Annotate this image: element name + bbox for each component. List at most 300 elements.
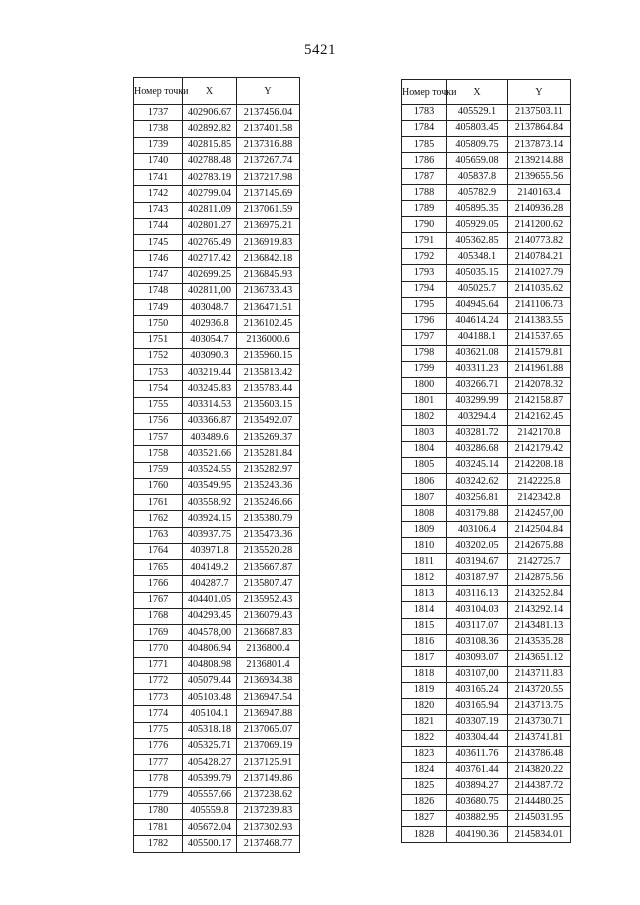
cell-point-number: 1815	[402, 618, 447, 634]
table-row	[402, 345, 571, 361]
cell-point-number: 1738	[134, 121, 183, 137]
table-row	[402, 762, 571, 778]
table-row	[402, 746, 571, 762]
table-row	[134, 446, 300, 462]
cell-point-number: 1814	[402, 602, 447, 618]
cell-y: 2142208.18	[508, 458, 571, 474]
header-x: X	[447, 80, 508, 105]
cell-point-number: 1743	[134, 202, 183, 218]
coordinates-table-left	[133, 77, 300, 853]
cell-point-number: 1769	[134, 625, 183, 641]
cell-x: 403245.14	[447, 458, 508, 474]
cell-x: 403202.05	[447, 538, 508, 554]
cell-point-number: 1758	[134, 446, 183, 462]
cell-x: 405362.85	[447, 233, 508, 249]
table-row	[134, 202, 300, 218]
cell-x: 403299.99	[447, 393, 508, 409]
cell-y: 2143713.75	[508, 698, 571, 714]
table-row	[402, 377, 571, 393]
cell-x: 405557.66	[183, 787, 237, 803]
cell-x: 403882.95	[447, 811, 508, 827]
cell-point-number: 1744	[134, 218, 183, 234]
cell-x: 404614.24	[447, 313, 508, 329]
cell-x: 403294.4	[447, 409, 508, 425]
cell-x: 403314.53	[183, 397, 237, 413]
cell-y: 2135952.43	[237, 592, 300, 608]
cell-x: 403256.81	[447, 490, 508, 506]
cell-y: 2137145.69	[237, 186, 300, 202]
table-row	[134, 706, 300, 722]
cell-point-number: 1742	[134, 186, 183, 202]
cell-point-number: 1756	[134, 413, 183, 429]
cell-point-number: 1775	[134, 722, 183, 738]
cell-x: 404945.64	[447, 297, 508, 313]
cell-point-number: 1765	[134, 560, 183, 576]
table-row	[134, 722, 300, 738]
table-row	[402, 458, 571, 474]
cell-point-number: 1811	[402, 554, 447, 570]
table-row	[134, 218, 300, 234]
cell-point-number: 1823	[402, 746, 447, 762]
cell-x: 403611.76	[447, 746, 508, 762]
cell-y: 2142078.32	[508, 377, 571, 393]
table-row	[402, 811, 571, 827]
cell-point-number: 1812	[402, 570, 447, 586]
table-row	[402, 698, 571, 714]
cell-point-number: 1754	[134, 381, 183, 397]
cell-x: 405559.8	[183, 803, 237, 819]
table-row	[134, 738, 300, 754]
cell-x: 403366.87	[183, 413, 237, 429]
table-row	[134, 608, 300, 624]
cell-point-number: 1784	[402, 121, 447, 137]
cell-point-number: 1779	[134, 787, 183, 803]
cell-y: 2139214.88	[508, 153, 571, 169]
cell-y: 2145031.95	[508, 811, 571, 827]
cell-x: 405079.44	[183, 673, 237, 689]
cell-y: 2136000.6	[237, 332, 300, 348]
table-row	[134, 755, 300, 771]
cell-x: 403107,00	[447, 666, 508, 682]
cell-y: 2142158.87	[508, 393, 571, 409]
cell-x: 403521.66	[183, 446, 237, 462]
cell-x: 404578,00	[183, 625, 237, 641]
cell-x: 403104.03	[447, 602, 508, 618]
table-row	[134, 121, 300, 137]
table-row	[134, 300, 300, 316]
cell-y: 2141106.73	[508, 297, 571, 313]
cell-y: 2137401.58	[237, 121, 300, 137]
cell-y: 2135813.42	[237, 365, 300, 381]
cell-point-number: 1740	[134, 153, 183, 169]
cell-x: 404287.7	[183, 576, 237, 592]
cell-point-number: 1800	[402, 377, 447, 393]
cell-x: 403179.88	[447, 506, 508, 522]
cell-x: 405348.1	[447, 249, 508, 265]
cell-y: 2135269.37	[237, 430, 300, 446]
cell-x: 405025.7	[447, 281, 508, 297]
cell-point-number: 1751	[134, 332, 183, 348]
cell-x: 403219.44	[183, 365, 237, 381]
cell-point-number: 1824	[402, 762, 447, 778]
cell-point-number: 1737	[134, 105, 183, 121]
table-row	[402, 554, 571, 570]
cell-point-number: 1757	[134, 430, 183, 446]
cell-x: 405672.04	[183, 820, 237, 836]
cell-x: 402699.25	[183, 267, 237, 283]
cell-y: 2141537.65	[508, 329, 571, 345]
cell-y: 2142875.56	[508, 570, 571, 586]
cell-x: 403054.7	[183, 332, 237, 348]
cell-point-number: 1820	[402, 698, 447, 714]
cell-point-number: 1808	[402, 506, 447, 522]
table-row	[134, 137, 300, 153]
cell-y: 2142342.8	[508, 490, 571, 506]
cell-x: 403761.44	[447, 762, 508, 778]
table-row	[402, 281, 571, 297]
cell-y: 2137873.14	[508, 137, 571, 153]
cell-point-number: 1803	[402, 425, 447, 441]
cell-x: 405837.8	[447, 169, 508, 185]
table-row	[134, 170, 300, 186]
table-row	[134, 413, 300, 429]
table-row	[134, 673, 300, 689]
table-row	[402, 778, 571, 794]
cell-x: 402765.49	[183, 235, 237, 251]
table-row	[134, 235, 300, 251]
cell-x: 402717.42	[183, 251, 237, 267]
cell-y: 2141200.62	[508, 217, 571, 233]
cell-y: 2137238.62	[237, 787, 300, 803]
cell-x: 405803.45	[447, 121, 508, 137]
table-row	[402, 425, 571, 441]
cell-point-number: 1755	[134, 397, 183, 413]
cell-y: 2140784.21	[508, 249, 571, 265]
cell-y: 2137316.88	[237, 137, 300, 153]
cell-x: 403093.07	[447, 650, 508, 666]
cell-point-number: 1766	[134, 576, 183, 592]
table-row	[402, 409, 571, 425]
cell-x: 402811.09	[183, 202, 237, 218]
table-row	[402, 795, 571, 811]
table-row	[402, 441, 571, 457]
table-row	[134, 836, 300, 852]
cell-x: 402788.48	[183, 153, 237, 169]
table-row	[402, 522, 571, 538]
cell-point-number: 1771	[134, 657, 183, 673]
cell-point-number: 1821	[402, 714, 447, 730]
cell-point-number: 1792	[402, 249, 447, 265]
cell-x: 403894.27	[447, 778, 508, 794]
cell-y: 2143730.71	[508, 714, 571, 730]
header-point-number: Номер точки	[402, 80, 447, 105]
cell-x: 403281.72	[447, 425, 508, 441]
table-header-row	[134, 78, 300, 105]
table-row	[134, 186, 300, 202]
table-row	[134, 105, 300, 121]
cell-y: 2136842.18	[237, 251, 300, 267]
cell-y: 2136471.51	[237, 300, 300, 316]
table-row	[134, 283, 300, 299]
cell-point-number: 1778	[134, 771, 183, 787]
cell-point-number: 1825	[402, 778, 447, 794]
table-row	[134, 153, 300, 169]
table-row	[134, 820, 300, 836]
cell-y: 2135492.07	[237, 413, 300, 429]
cell-point-number: 1749	[134, 300, 183, 316]
cell-x: 403311.23	[447, 361, 508, 377]
cell-point-number: 1790	[402, 217, 447, 233]
table-row	[402, 506, 571, 522]
cell-x: 404401.05	[183, 592, 237, 608]
cell-x: 403937.75	[183, 527, 237, 543]
header-y: Y	[237, 78, 300, 105]
cell-x: 404806.94	[183, 641, 237, 657]
cell-x: 405428.27	[183, 755, 237, 771]
cell-point-number: 1762	[134, 511, 183, 527]
table-row	[134, 657, 300, 673]
table-row	[402, 666, 571, 682]
table-row	[402, 490, 571, 506]
cell-point-number: 1810	[402, 538, 447, 554]
table-row	[402, 570, 571, 586]
cell-x: 405529.1	[447, 105, 508, 121]
cell-point-number: 1747	[134, 267, 183, 283]
cell-x: 403621.08	[447, 345, 508, 361]
table-row	[134, 511, 300, 527]
table-row	[402, 474, 571, 490]
cell-point-number: 1746	[134, 251, 183, 267]
cell-y: 2136934.38	[237, 673, 300, 689]
cell-y: 2143252.84	[508, 586, 571, 602]
cell-y: 2135473.36	[237, 527, 300, 543]
cell-x: 403245.83	[183, 381, 237, 397]
cell-point-number: 1776	[134, 738, 183, 754]
table-row	[402, 650, 571, 666]
table-row	[402, 618, 571, 634]
cell-x: 402783.19	[183, 170, 237, 186]
cell-point-number: 1795	[402, 297, 447, 313]
table-row	[134, 527, 300, 543]
table-row	[134, 348, 300, 364]
cell-point-number: 1809	[402, 522, 447, 538]
cell-point-number: 1805	[402, 458, 447, 474]
cell-y: 2143786.48	[508, 746, 571, 762]
cell-y: 2140163.4	[508, 185, 571, 201]
cell-y: 2141035.62	[508, 281, 571, 297]
cell-y: 2136687.83	[237, 625, 300, 641]
cell-x: 404149.2	[183, 560, 237, 576]
cell-y: 2140773.82	[508, 233, 571, 249]
cell-point-number: 1763	[134, 527, 183, 543]
cell-y: 2143535.28	[508, 634, 571, 650]
cell-point-number: 1817	[402, 650, 447, 666]
cell-y: 2136947.88	[237, 706, 300, 722]
cell-y: 2143292.14	[508, 602, 571, 618]
table-row	[402, 393, 571, 409]
cell-y: 2141027.79	[508, 265, 571, 281]
cell-x: 403286.68	[447, 441, 508, 457]
cell-x: 403165.94	[447, 698, 508, 714]
cell-y: 2135667.87	[237, 560, 300, 576]
cell-y: 2137503.11	[508, 105, 571, 121]
cell-x: 403165.24	[447, 682, 508, 698]
header-x: X	[183, 78, 237, 105]
cell-point-number: 1793	[402, 265, 447, 281]
cell-y: 2142457,00	[508, 506, 571, 522]
table-row	[134, 365, 300, 381]
page-number: 5421	[304, 42, 336, 58]
cell-point-number: 1753	[134, 365, 183, 381]
cell-point-number: 1828	[402, 827, 447, 843]
cell-point-number: 1822	[402, 730, 447, 746]
table-row	[134, 641, 300, 657]
table-row	[134, 251, 300, 267]
cell-y: 2137069.19	[237, 738, 300, 754]
cell-point-number: 1794	[402, 281, 447, 297]
cell-y: 2137125.91	[237, 755, 300, 771]
cell-point-number: 1752	[134, 348, 183, 364]
cell-point-number: 1788	[402, 185, 447, 201]
cell-y: 2145834.01	[508, 827, 571, 843]
cell-point-number: 1827	[402, 811, 447, 827]
table-row	[134, 430, 300, 446]
cell-y: 2139655.56	[508, 169, 571, 185]
cell-point-number: 1816	[402, 634, 447, 650]
cell-y: 2136975.21	[237, 218, 300, 234]
cell-y: 2142725.7	[508, 554, 571, 570]
table-row	[134, 592, 300, 608]
cell-y: 2137217.98	[237, 170, 300, 186]
cell-y: 2137302.93	[237, 820, 300, 836]
cell-x: 405325.71	[183, 738, 237, 754]
cell-y: 2144480.25	[508, 795, 571, 811]
table-row	[134, 690, 300, 706]
table-row	[402, 602, 571, 618]
cell-y: 2136947.54	[237, 690, 300, 706]
header-point-number: Номер точки	[134, 78, 183, 105]
cell-y: 2141579.81	[508, 345, 571, 361]
cell-point-number: 1773	[134, 690, 183, 706]
cell-y: 2137239.83	[237, 803, 300, 819]
table-row	[402, 538, 571, 554]
cell-point-number: 1798	[402, 345, 447, 361]
cell-point-number: 1801	[402, 393, 447, 409]
cell-x: 403194.67	[447, 554, 508, 570]
cell-y: 2137149.86	[237, 771, 300, 787]
table-row	[402, 329, 571, 345]
cell-point-number: 1799	[402, 361, 447, 377]
cell-y: 2135807.47	[237, 576, 300, 592]
cell-y: 2135243.36	[237, 478, 300, 494]
table-row	[402, 105, 571, 121]
cell-y: 2137061.59	[237, 202, 300, 218]
cell-x: 403549.95	[183, 478, 237, 494]
cell-point-number: 1796	[402, 313, 447, 329]
cell-x: 402936.8	[183, 316, 237, 332]
table-row	[134, 381, 300, 397]
table-row	[402, 169, 571, 185]
cell-point-number: 1802	[402, 409, 447, 425]
cell-point-number: 1767	[134, 592, 183, 608]
cell-x: 403680.75	[447, 795, 508, 811]
table-row	[134, 787, 300, 803]
table-row	[134, 803, 300, 819]
table-row	[134, 625, 300, 641]
cell-point-number: 1781	[134, 820, 183, 836]
cell-point-number: 1745	[134, 235, 183, 251]
cell-y: 2143481.13	[508, 618, 571, 634]
cell-x: 402801.27	[183, 218, 237, 234]
cell-y: 2143720.55	[508, 682, 571, 698]
cell-x: 403304.44	[447, 730, 508, 746]
table-row	[402, 217, 571, 233]
cell-y: 2140936.28	[508, 201, 571, 217]
table-row	[402, 233, 571, 249]
cell-y: 2135282.97	[237, 462, 300, 478]
cell-point-number: 1750	[134, 316, 183, 332]
cell-y: 2135603.15	[237, 397, 300, 413]
cell-x: 403048.7	[183, 300, 237, 316]
cell-point-number: 1807	[402, 490, 447, 506]
cell-point-number: 1774	[134, 706, 183, 722]
cell-y: 2136733.43	[237, 283, 300, 299]
cell-point-number: 1777	[134, 755, 183, 771]
cell-y: 2135380.79	[237, 511, 300, 527]
table-row	[402, 185, 571, 201]
cell-y: 2136079.43	[237, 608, 300, 624]
table-row	[402, 265, 571, 281]
table-row	[134, 462, 300, 478]
cell-point-number: 1797	[402, 329, 447, 345]
cell-x: 403266.71	[447, 377, 508, 393]
table-row	[402, 361, 571, 377]
cell-x: 403108.36	[447, 634, 508, 650]
table-row	[134, 771, 300, 787]
table-row	[402, 121, 571, 137]
table-row	[134, 576, 300, 592]
cell-point-number: 1826	[402, 795, 447, 811]
table-row	[402, 730, 571, 746]
table-row	[402, 586, 571, 602]
cell-y: 2137468.77	[237, 836, 300, 852]
cell-y: 2135960.15	[237, 348, 300, 364]
cell-point-number: 1748	[134, 283, 183, 299]
cell-point-number: 1782	[134, 836, 183, 852]
table-row	[402, 313, 571, 329]
cell-x: 405809.75	[447, 137, 508, 153]
cell-y: 2142170.8	[508, 425, 571, 441]
cell-y: 2142162.45	[508, 409, 571, 425]
cell-y: 2142179.42	[508, 441, 571, 457]
table-row	[134, 478, 300, 494]
cell-point-number: 1786	[402, 153, 447, 169]
cell-point-number: 1789	[402, 201, 447, 217]
cell-x: 405659.08	[447, 153, 508, 169]
cell-x: 405895.35	[447, 201, 508, 217]
cell-y: 2143711.83	[508, 666, 571, 682]
cell-x: 402892.82	[183, 121, 237, 137]
cell-y: 2143820.22	[508, 762, 571, 778]
cell-y: 2142504.84	[508, 522, 571, 538]
cell-x: 404808.98	[183, 657, 237, 673]
cell-y: 2136845.93	[237, 267, 300, 283]
cell-y: 2141383.55	[508, 313, 571, 329]
cell-point-number: 1768	[134, 608, 183, 624]
cell-point-number: 1819	[402, 682, 447, 698]
table-row	[134, 316, 300, 332]
cell-point-number: 1804	[402, 441, 447, 457]
